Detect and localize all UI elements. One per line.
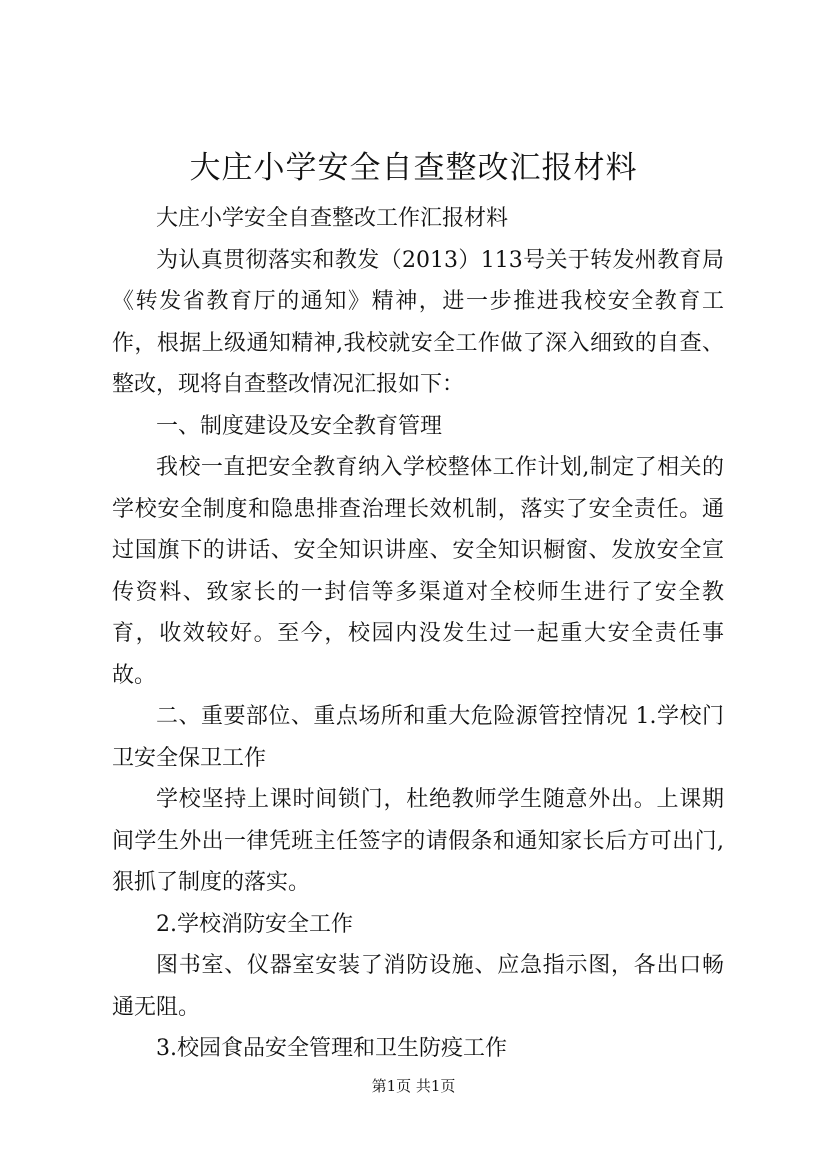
subsection-heading-food-safety: 3.校园食品安全管理和卫生防疫工作 [156,1036,507,1061]
section-1-paragraph: 我校一直把安全教育纳入学校整体工作计划,制定了相关的学校安全制度和隐患排查治理长效机制，落实了安全责任。通过国旗下的讲话、安全知识讲座、安全知识橱窗、发放安全宣传资料、致家长的一封信等多渠道对全校师生进行了安全教育，收效较好。至今，校园内没发生过一起重大安全责任事故。 [112,455,724,688]
page-footer: 第1页 共1页 [371,1077,456,1095]
intro-paragraph: 为认真贯彻落实和教发（2013）113号关于转发州教育局《转发省教育厅的通知》精神，进一步推进我校安全教育工作，根据上级通知精神,我校就安全工作做了深入细致的自查、整改，现将自查整改情况汇报如下： [112,247,724,397]
subsection-heading-fire-safety: 2.学校消防安全工作 [156,911,353,937]
section-heading-1: 一、制度建设及安全教育管理 [156,413,443,439]
document-title: 大庄小学安全自查整改汇报材料 [189,150,638,186]
document-body [112,198,724,1070]
subtitle-paragraph: 大庄小学安全自查整改工作汇报材料 [156,206,509,231]
fire-safety-paragraph: 图书室、仪器室安装了消防设施、应急指示图，各出口畅通无阻。 [112,953,724,1020]
section-heading-2: 二、重要部位、重点场所和重大危险源管控情况 1.学校门卫安全保卫工作 [112,704,724,771]
gate-security-paragraph: 学校坚持上课时间锁门，杜绝教师学生随意外出。上课期间学生外出一律凭班主任签字的请假条和通知家长后方可出门,狠抓了制度的落实。 [112,787,724,895]
